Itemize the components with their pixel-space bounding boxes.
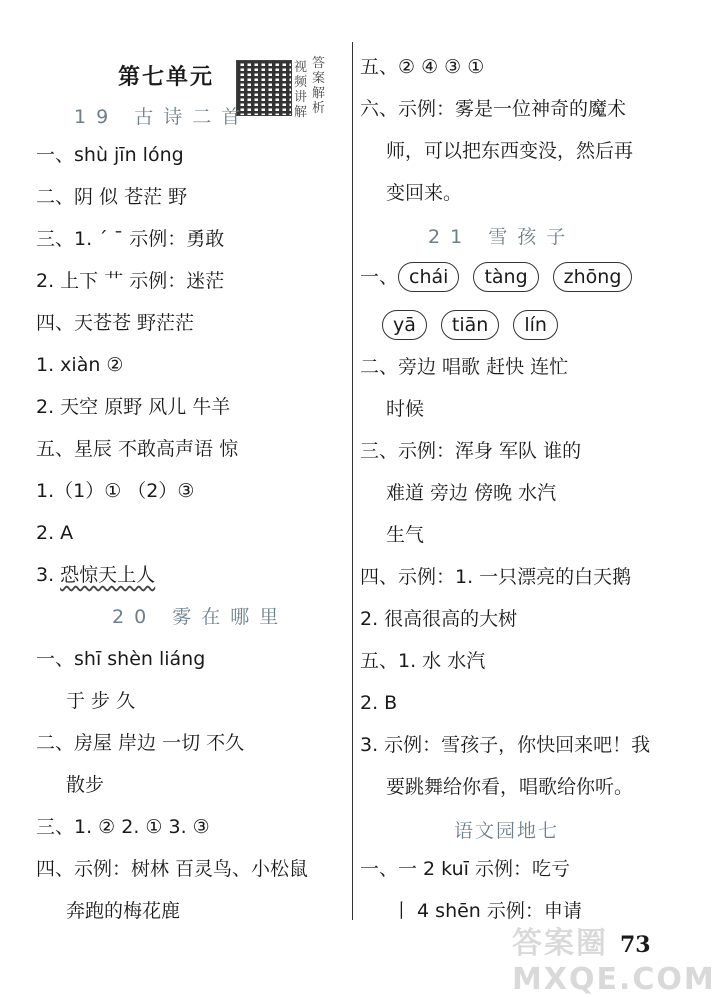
l19-line-7: 2. 天空 原野 风儿 牛羊 [36, 396, 231, 418]
l21-line-11: 要跳舞给你看，唱歌给你听。 [386, 776, 634, 798]
garden-line-1: 一、一 2 kuī 示例：吃亏 [360, 858, 570, 880]
garden-title: 语文园地七 [454, 820, 560, 842]
column-divider [352, 42, 353, 920]
l19-line-11 [36, 562, 155, 588]
l21-line-6: 四、示例：1. 一只漂亮的白天鹅 [360, 566, 632, 588]
qr-label-video: 视频讲解 [294, 60, 308, 120]
l20-line-1: 一、shī shèn liáng [36, 648, 206, 670]
lesson-21-title: 21 雪孩子 [428, 226, 576, 248]
garden-line-2: 丨 4 shēn 示例：申请 [392, 900, 582, 922]
wavy-underlined-text: 恐惊天上人 [60, 564, 156, 586]
l20-line-5: 三、1. ② 2. ① 3. ③ [36, 816, 210, 838]
r-line-3: 师，可以把东西变没，然后再 [386, 140, 634, 162]
l21-prefix: 一、 [360, 266, 399, 288]
l20-line-4: 散步 [66, 774, 105, 796]
l19-line-8: 五、星辰 不敢高声语 惊 [36, 438, 239, 460]
l19-line-9: 1.（1）① （2）③ [36, 480, 195, 502]
pinyin-pill: lín [513, 310, 558, 340]
r-line-2: 六、示例：雾是一位神奇的魔术 [360, 98, 627, 120]
l19-line-4: 2. 上下 艹 示例：迷茫 [36, 270, 225, 292]
l21-line-3: 三、示例：浑身 军队 谁的 [360, 440, 582, 462]
l21-line-4: 难道 旁边 傍晚 水汽 [386, 482, 557, 504]
l19-line-2: 二、阴 似 苍茫 野 [36, 186, 188, 208]
l19-line-11-prefix: 3. [36, 564, 61, 586]
pinyin-pill: tàng [473, 262, 538, 292]
l21-line-5: 生气 [386, 524, 425, 546]
l19-line-1: 一、shù jīn lóng [36, 144, 184, 166]
pinyin-pill: chái [398, 262, 459, 292]
lesson-20-title: 20 雾在哪里 [112, 606, 289, 628]
qr-label-answer: 答案解析 [312, 56, 326, 116]
l21-line-7: 2. 很高很高的大树 [360, 608, 518, 630]
l21-line-9: 2. B [360, 692, 398, 714]
l19-line-10: 2. A [36, 522, 74, 544]
r-line-4: 变回来。 [386, 182, 463, 204]
l21-pill-row-1 [360, 262, 646, 292]
lesson-19-title: 19 古诗二首 [74, 106, 251, 128]
pinyin-pill: tiān [441, 310, 499, 340]
l20-line-3: 二、房屋 岸边 一切 不久 [36, 732, 245, 754]
page-number: 73 [620, 932, 651, 958]
l19-line-3: 三、1. ˊ ˉ 示例：勇敢 [36, 228, 225, 250]
r-line-1: 五、② ④ ③ ① [360, 56, 485, 78]
l20-line-7: 奔跑的梅花鹿 [66, 900, 181, 922]
pinyin-pill: yā [382, 310, 427, 340]
l19-line-6: 1. xiàn ② [36, 354, 124, 376]
watermark-logo: 答案圈 MXQE.COM [512, 926, 716, 997]
l20-line-6: 四、示例：树林 百灵鸟、小松鼠 [36, 858, 309, 880]
l21-pill-row-2 [382, 310, 572, 340]
l19-line-5: 四、天苍苍 野茫茫 [36, 312, 195, 334]
l21-line-2: 时候 [386, 398, 425, 420]
unit-title: 第七单元 [118, 65, 215, 90]
l20-line-2: 于 步 久 [66, 690, 136, 712]
pinyin-pill: zhōng [553, 262, 633, 292]
l21-line-1: 二、旁边 唱歌 赶快 连忙 [360, 356, 569, 378]
l21-line-8: 五、1. 水 水汽 [360, 650, 486, 672]
l21-line-10: 3. 示例：雪孩子，你快回来吧！我 [360, 734, 651, 756]
